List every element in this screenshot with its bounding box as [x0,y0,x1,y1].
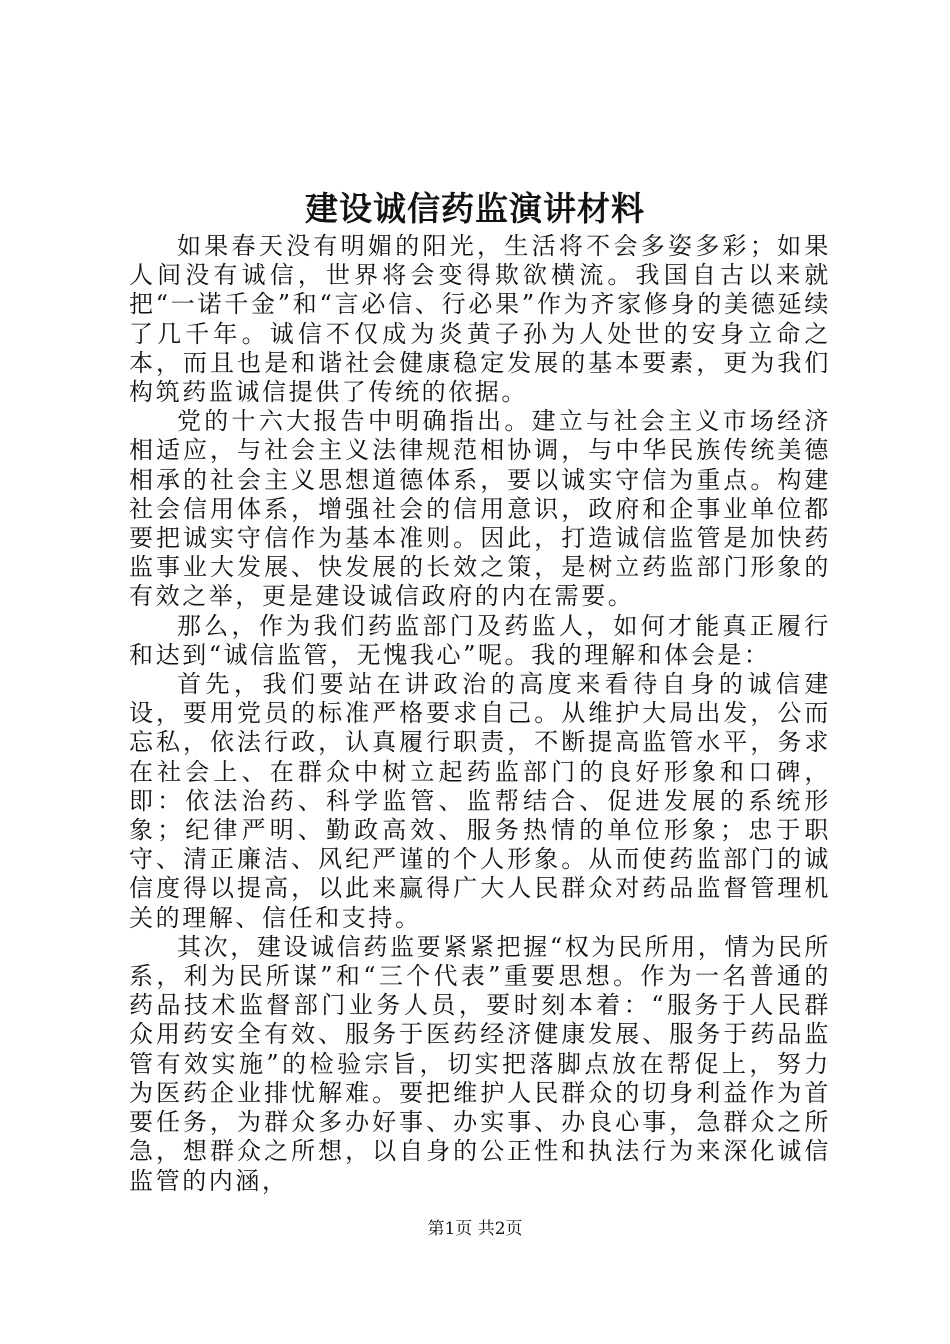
page-footer: 第1页 共2页 [427,1219,523,1239]
paragraph-1: 如果春天没有明媚的阳光，生活将不会多姿多彩；如果人间没有诚信，世界将会变得欺欲横流。我国自古以来就把“一诺千金”和“言必信、行必果”作为齐家修身的美德延续了几千年。诚信不仅成为炎黄子孙为人处世的安身立命之本，而且也是和谐社会健康稳定发展的基本要素，更为我们构筑药监诚信提供了传统的依据。 [129,232,831,407]
document-body [129,232,831,1196]
paragraph-5: 其次，建设诚信药监要紧紧把握“权为民所用，情为民所系，利为民所谋”和“三个代表”重要思想。作为一名普通的药品技术监督部门业务人员，要时刻本着：“服务于人民群众用药安全有效、服务于医药经济健康发展、服务于药品监管有效实施”的检验宗旨，切实把落脚点放在帮促上，努力为医药企业排忧解难。要把维护人民群众的切身利益作为首要任务，为群众多办好事、办实事、办良心事，急群众之所急，想群众之所想，以自身的公正性和执法行为来深化诚信监管的内涵， [129,932,831,1195]
paragraph-3: 那么，作为我们药监部门及药监人，如何才能真正履行和达到“诚信监管，无愧我心”呢。我的理解和体会是： [129,611,831,669]
paragraph-2: 党的十六大报告中明确指出。建立与社会主义市场经济相适应，与社会主义法律规范相协调，与中华民族传统美德相承的社会主义思想道德体系，要以诚实守信为重点。构建社会信用体系，增强社会的信用意识，政府和企事业单位都要把诚实守信作为基本准则。因此，打造诚信监管是加快药监事业大发展、快发展的长效之策，是树立药监部门形象的有效之举，更是建设诚信政府的内在需要。 [129,407,831,611]
document-title: 建设诚信药监演讲材料 [305,189,645,228]
paragraph-4: 首先，我们要站在讲政治的高度来看待自身的诚信建设，要用党员的标准严格要求自己。从维护大局出发，公而忘私，依法行政，认真履行职责，不断提高监管水平，务求在社会上、在群众中树立起药监部门的良好形象和口碑，即：依法治药、科学监管、监帮结合、促进发展的系统形象；纪律严明、勤政高效、服务热情的单位形象；忠于职守、清正廉洁、风纪严谨的个人形象。从而使药监部门的诚信度得以提高，以此来赢得广大人民群众对药品监督管理机关的理解、信任和支持。 [129,670,831,932]
